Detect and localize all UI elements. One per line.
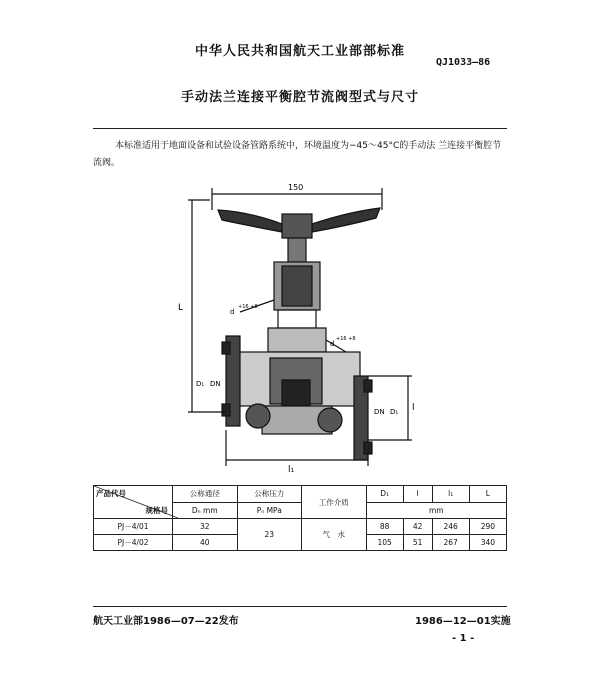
label-d-upper: d xyxy=(230,308,235,316)
row-dn: 40 xyxy=(173,535,238,551)
standard-organization: 中华人民共和国航天工业部部标准 xyxy=(194,44,405,59)
label-DN-left: DN xyxy=(210,380,221,388)
standard-code: QJ1033—86 xyxy=(436,57,491,68)
dim-text-l: l xyxy=(412,403,415,413)
label-d-lower-tol: +16 +8 xyxy=(336,336,356,342)
row-l: 51 xyxy=(403,535,432,551)
pressure-value: 23 xyxy=(237,519,302,551)
label-DN-right: DN xyxy=(374,408,385,416)
label-d-upper-tol: +16 +8 xyxy=(238,304,258,310)
label-D1-left: D₁ xyxy=(196,380,205,388)
header-product-code: 产品代号 xyxy=(96,489,126,498)
label-d-lower: d xyxy=(330,340,335,348)
dim-text-L: L xyxy=(178,303,184,313)
header-medium: 工作介质 xyxy=(302,486,367,519)
handwheel-left xyxy=(218,210,282,232)
medium-value: 气 水 xyxy=(302,519,367,551)
header-unit-mm: mm xyxy=(366,502,506,519)
top-rule xyxy=(93,128,507,129)
header-l1: l₁ xyxy=(432,486,469,503)
scope-paragraph: 本标准适用于地面设备和试验设备管路系统中，环境温度为−45～45°C的手动法 兰连接平衡腔节流阀。 xyxy=(93,141,502,168)
row-code: PJ－4/01 xyxy=(94,519,173,535)
row-dn: 32 xyxy=(173,519,238,535)
handwheel-right xyxy=(312,208,380,232)
header-l: l xyxy=(403,486,432,503)
row-L: 290 xyxy=(469,519,506,535)
header-dn: 公称通径 xyxy=(173,486,238,503)
header-L: L xyxy=(469,486,506,503)
header-pn-unit: Pₙ MPa xyxy=(237,502,302,519)
effective-date: 1986—12—01实施 xyxy=(415,616,511,627)
table-row xyxy=(94,519,507,535)
row-code: PJ－4/02 xyxy=(94,535,173,551)
spec-table xyxy=(93,485,507,551)
header-pn: 公称压力 xyxy=(237,486,302,503)
header-dn-unit: Dₙ mm xyxy=(173,502,238,519)
label-D1-right: D₁ xyxy=(390,408,399,416)
row-l1: 246 xyxy=(432,519,469,535)
header-D1: D₁ xyxy=(366,486,403,503)
header-diagonal-cell xyxy=(94,486,173,519)
bottom-rule xyxy=(93,606,507,607)
valve-drawing xyxy=(170,180,430,480)
row-D1: 88 xyxy=(366,519,403,535)
row-D1: 105 xyxy=(366,535,403,551)
dim-text-l1: l₁ xyxy=(288,465,295,475)
row-l1: 267 xyxy=(432,535,469,551)
header-spec-no: 规格号 xyxy=(145,506,168,515)
row-L: 340 xyxy=(469,535,506,551)
handwheel-hub xyxy=(282,214,312,238)
dim-text-150: 150 xyxy=(288,183,304,192)
row-l: 42 xyxy=(403,519,432,535)
document-title: 手动法兰连接平衡腔节流阀型式与尺寸 xyxy=(180,90,419,105)
issued-date: 航天工业部1986—07—22发布 xyxy=(93,616,239,627)
page-number: - 1 - xyxy=(452,633,475,644)
